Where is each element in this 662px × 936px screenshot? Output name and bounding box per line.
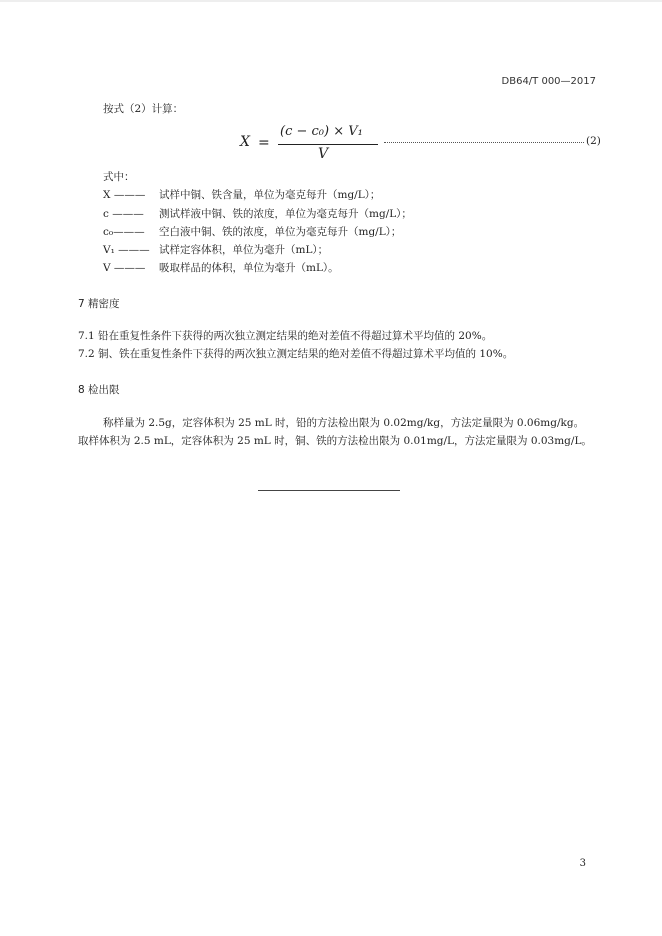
formula-lhs: X [240,134,250,150]
where-label: 式中： [103,171,135,183]
formula-2 [236,124,606,164]
section-8-line-1: 称样量为 2.5g，定容体积为 25 mL 时，铅的方法检出限为 0.02mg/kg，方法定量限为 0.06mg/kg。 [103,417,585,429]
where-symbol: V₁ ——— [103,244,150,256]
where-symbol: X ——— [103,189,146,201]
formula-numerator: (c − c₀) × V₁ [280,124,363,139]
where-item-v1 [103,243,328,257]
formula-denominator: V [318,146,329,162]
end-of-text-rule [258,490,400,491]
where-item-c [103,207,412,221]
where-text: 空白液中铜、铁的浓度，单位为毫克每升（mg/L）； [159,226,402,238]
page-number: 3 [579,858,586,869]
scan-top-edge [0,0,662,2]
where-item-x [103,188,380,202]
where-text: 试样定容体积，单位为毫升（mL）； [159,244,329,256]
where-symbol: c ——— [103,208,144,220]
section-8-line-2: 取样体积为 2.5 mL，定容体积为 25 mL 时，铜、铁的方法检出限为 0.01mg/L，方法定量限为 0.03mg/L。 [78,435,592,447]
clause-7-1: 7.1 铅在重复性条件下获得的两次独立测定结果的绝对差值不得超过算术平均值的 20%。 [78,330,493,342]
formula-ref-number: (2) [586,135,601,147]
where-item-c0 [103,225,401,239]
where-text: 吸取样品的体积，单位为毫升（mL）。 [159,262,339,274]
where-symbol: V ——— [103,262,146,274]
formula-equals: = [258,135,270,151]
formula-intro: 按式（2）计算： [103,103,184,115]
document-code: DB64/T 000—2017 [501,76,596,87]
fraction-bar [278,144,378,145]
clause-7-2: 7.2 铜、铁在重复性条件下获得的两次独立测定结果的绝对差值不得超过算术平均值的 10%。 [78,348,514,360]
section-8-heading: 8 检出限 [78,384,120,396]
where-text: 测试样液中铜、铁的浓度，单位为毫克每升（mg/L）； [159,208,412,220]
where-item-v [103,261,339,275]
dot-leader [384,141,584,143]
section-7-heading: 7 精密度 [78,298,120,310]
where-text: 试样中铜、铁含量，单位为毫克每升（mg/L）； [159,189,381,201]
where-symbol: c₀——— [103,226,145,238]
